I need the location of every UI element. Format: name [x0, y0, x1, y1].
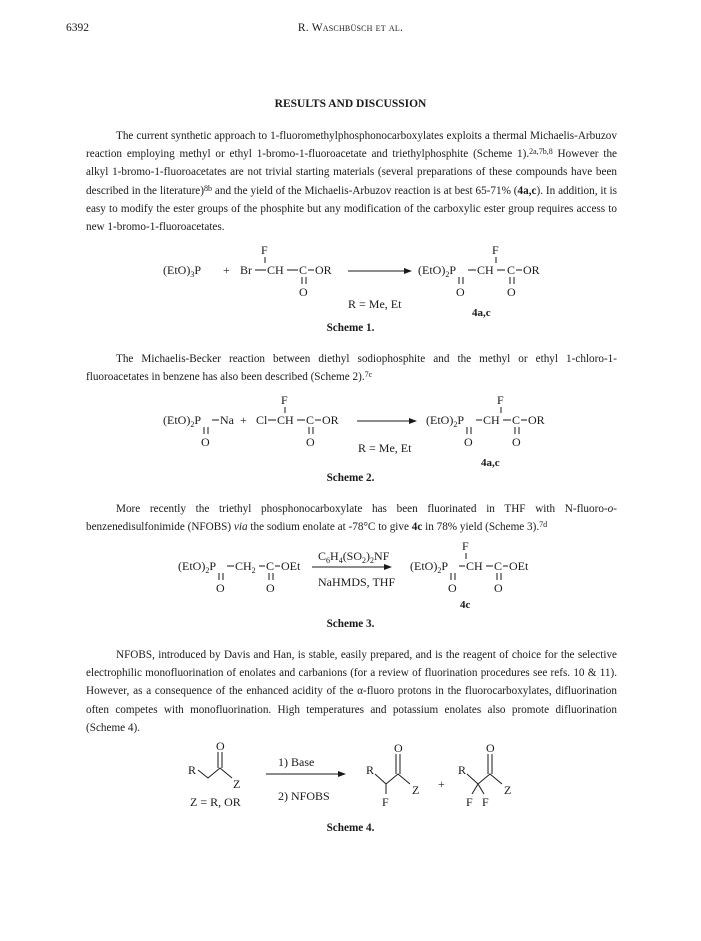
arrow-head-icon [409, 418, 417, 424]
svg-text:OEt: OEt [281, 559, 301, 573]
compound-label: 4a,c [472, 307, 491, 319]
scheme-4-caption: Scheme 4. [326, 822, 375, 834]
compound-label: 4a,c [481, 457, 500, 469]
svg-text:O: O [456, 285, 465, 299]
compound-label: 4c [460, 599, 471, 611]
svg-text:(EtO)2P: $(EtO)_2P$ [163, 413, 202, 429]
svg-text:(EtO)2P: $(EtO)_2P$ [410, 559, 449, 575]
svg-text:R: R [188, 763, 197, 777]
svg-text:CH: CH [267, 263, 284, 277]
z-definition: Z = R, OR [190, 795, 241, 809]
svg-text:Z: Z [504, 783, 512, 797]
svg-text:O: O [494, 581, 503, 595]
paragraph-difluorination: NFOBS, introduced by Davis and Han, is stable, easily prepared, and is the reagent of choice for the selective electrophilic monofluorination of enolates and carbanions (for a review of fluorination procedures see refs. 10 & 11). However, as a consequence of the enhanced acidity of the α-fluoro protons in the fluorocarboxylates, difluorination often competes with monofluorination. High temperatures and potassium enolates also promote difluorination (Scheme 4). [86, 649, 617, 734]
svg-text:C: C [299, 263, 308, 277]
svg-text:NaHMDS, THF: NaHMDS, THF [318, 575, 396, 589]
svg-text:CH: CH [277, 413, 294, 427]
svg-text:O: O [266, 581, 275, 595]
svg-text:OR: OR [523, 263, 540, 277]
section-title: RESULTS AND DISCUSSION [274, 98, 427, 110]
scheme-1-caption: Scheme 1. [326, 322, 375, 334]
svg-text:CH: CH [483, 413, 500, 427]
svg-text:C: C [512, 413, 521, 427]
svg-text:Z: Z [412, 783, 420, 797]
svg-text:(EtO)2P: $(EtO)_2P$ [418, 263, 457, 279]
svg-text:C: C [507, 263, 516, 277]
svg-text:Z: Z [233, 777, 241, 791]
svg-text:Br: Br [240, 263, 252, 277]
svg-text:O: O [464, 435, 473, 449]
scheme-4-diagram [0, 740, 701, 816]
svg-text:OR: OR [528, 413, 545, 427]
svg-text:(EtO)2P: $(EtO)_2P$ [426, 413, 465, 429]
svg-text:O: O [512, 435, 521, 449]
svg-text:F: F [382, 795, 389, 809]
svg-text:O: O [299, 285, 308, 299]
arrow-head-icon [338, 771, 346, 777]
svg-text:1) Base: 1) Base [278, 755, 315, 769]
svg-text:F: F [281, 394, 288, 407]
svg-text:CH: CH [466, 559, 483, 573]
paragraph-nfobs-fluorination: More recently the triethyl phosphonocarboxylate has been fluorinated in THF with N-fluoro-o-benzenedisulfonimide (NFOBS) via the sodium enolate at -78°C to give 4c in 78% yield (Scheme 3).$^{7d}$ [86, 503, 617, 534]
svg-text:OR: OR [315, 263, 332, 277]
svg-text:O: O [216, 740, 225, 753]
svg-text:OR: OR [322, 413, 339, 427]
arrow-head-icon [404, 268, 412, 274]
svg-text:(EtO)3P: $(EtO)_3P$ [163, 263, 202, 279]
svg-text:Cl: Cl [256, 413, 268, 427]
scheme-3-caption: Scheme 3. [326, 618, 375, 630]
svg-text:O: O [448, 581, 457, 595]
svg-text:OEt: OEt [509, 559, 529, 573]
running-title: R. Waschbüsch et al. [297, 22, 404, 34]
svg-text:R: R [458, 763, 467, 777]
svg-text:F: F [492, 243, 499, 257]
svg-text:R: R [366, 763, 375, 777]
svg-text:O: O [486, 741, 495, 755]
page-number: 6392 [66, 22, 89, 34]
svg-text:CH: CH [477, 263, 494, 277]
svg-text:C: C [494, 559, 503, 573]
svg-text:Na: Na [220, 413, 234, 427]
svg-text:C6H4(SO2)2NF: $C_6H_4(SO_2)_2NF$ [318, 549, 390, 565]
svg-text:O: O [216, 581, 225, 595]
svg-text:CH2: $CH_2$ [235, 559, 256, 575]
svg-text:C: C [266, 559, 275, 573]
svg-text:F: F [466, 795, 473, 809]
svg-text:F: F [462, 540, 469, 553]
paragraph-michaelis-arbuzov: The current synthetic approach to 1-fluoromethylphosphonocarboxylates exploits a thermal Michaelis-Arbuzov reaction employing methyl or ethyl 1-bromo-1-fluoroacetate and triethylphosphite (Scheme 1).$^{2a,7b,8}$ However the alkyl 1-bromo-1-fluoroacetates are not trivial starting materials (several preparations of these compounds have been described in the literature)$^{8b}$ and the yield of the Michaelis-Arbuzov reaction is at best 65-71% (4a,c). In addition, it is easy to modify the ester groups of the phosphite but any modification of the carboxylic ester group requires access to new 1-bromo-1-fluoroacetates. [86, 130, 617, 234]
svg-text:2) NFOBS: 2) NFOBS [278, 789, 330, 803]
svg-text:O: O [507, 285, 516, 299]
svg-text:F: F [261, 243, 268, 257]
svg-text:O: O [306, 435, 315, 449]
scheme-2-caption: Scheme 2. [326, 472, 375, 484]
svg-text:R = Me, Et: R = Me, Et [358, 441, 412, 455]
svg-text:O: O [394, 741, 403, 755]
svg-text:F: F [482, 795, 489, 809]
svg-text:+: + [240, 413, 247, 427]
svg-text:R = Me, Et: R = Me, Et [348, 297, 402, 311]
svg-text:F: F [497, 394, 504, 407]
svg-text:C: C [306, 413, 315, 427]
svg-text:(EtO)2P: $(EtO)_2P$ [178, 559, 217, 575]
scheme-3-diagram [0, 540, 701, 616]
svg-text:O: O [201, 435, 210, 449]
arrow-head-icon [384, 564, 392, 570]
scheme-2-diagram [0, 394, 701, 474]
svg-text:+: + [438, 777, 445, 791]
paragraph-michaelis-becker: The Michaelis-Becker reaction between diethyl sodiophosphite and the methyl or ethyl 1-chloro-1-fluoroacetates in benzene has also been described (Scheme 2).$^{7c}$ [86, 353, 617, 384]
svg-text:+: + [223, 263, 230, 277]
